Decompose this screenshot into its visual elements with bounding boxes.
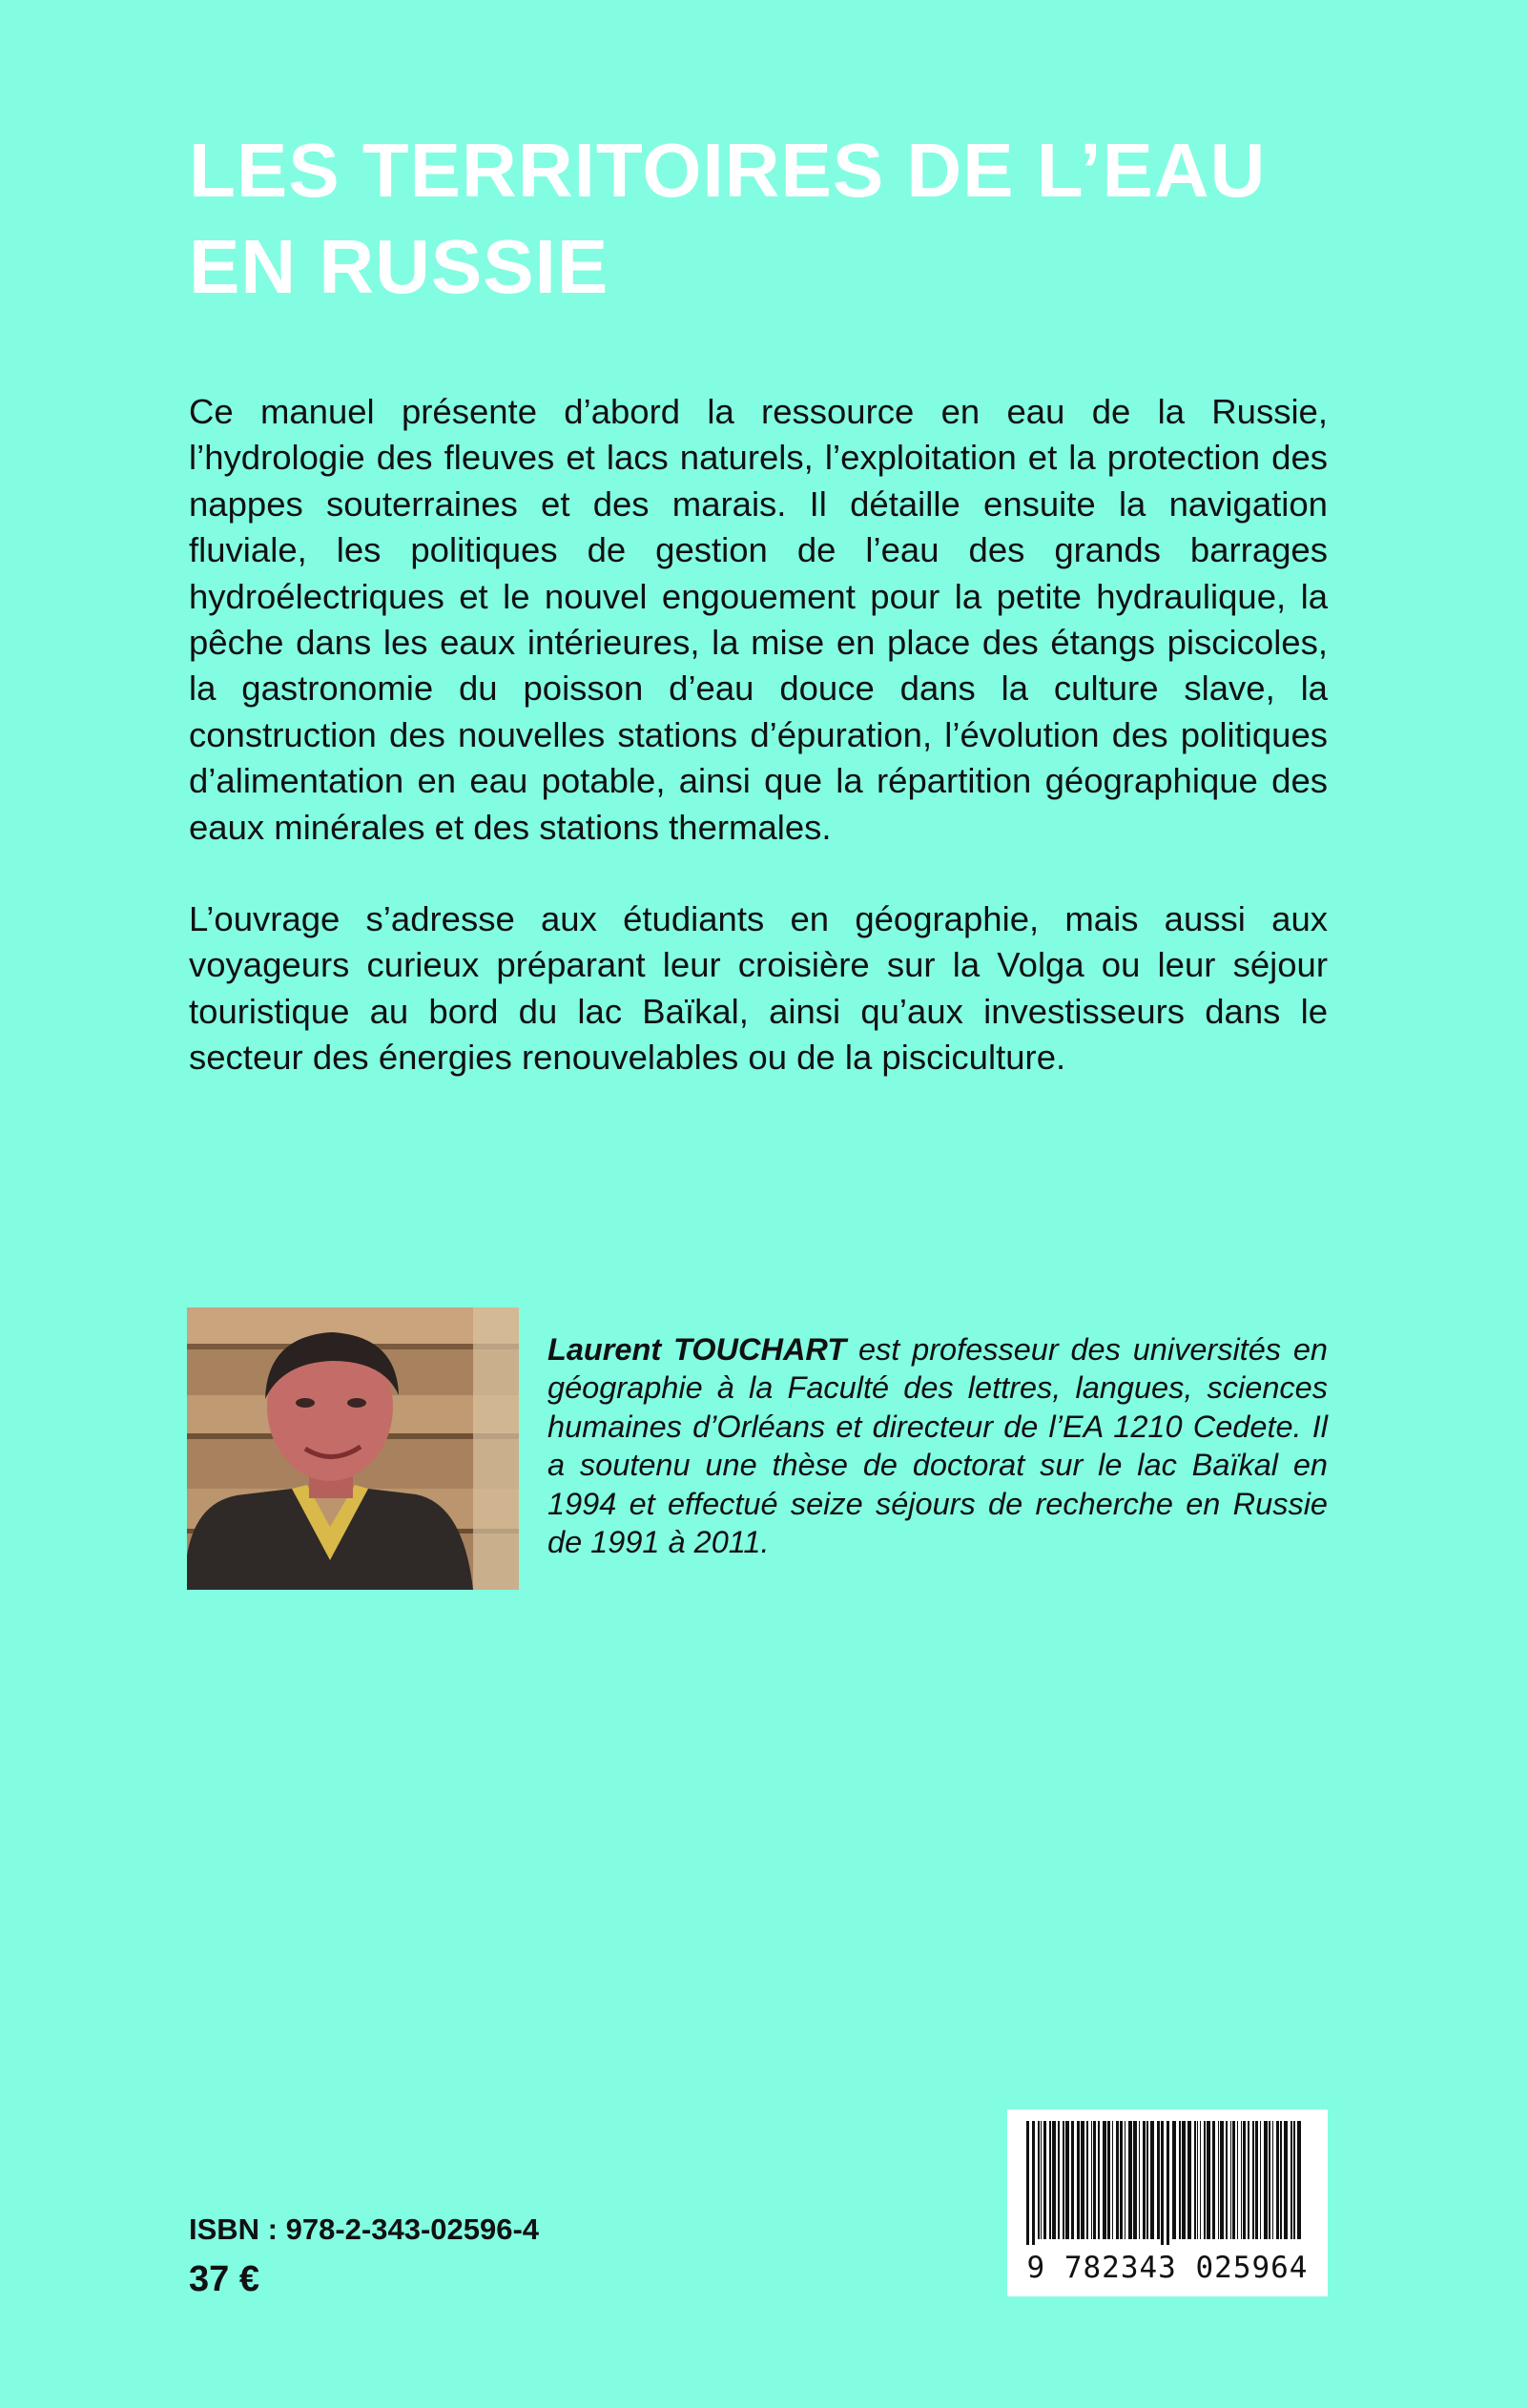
barcode-bar [1043,2121,1046,2239]
barcode-bar [1091,2121,1092,2239]
barcode-bar [1264,2121,1268,2239]
barcode-bar [1232,2121,1235,2239]
barcode-bar [1284,2121,1288,2239]
barcode-bar [1280,2121,1282,2239]
barcode-bar [1058,2121,1060,2239]
barcode [1007,2110,1328,2296]
barcode-bar [1179,2121,1181,2239]
barcode-bar [1038,2121,1040,2239]
barcode-bar [1098,2121,1100,2239]
summary-paragraph-1: Ce manuel présente d’abord la ressource en eau de la Russie, l’hydrologie des fleuves et lacs naturels, l’exploitation et la protection des nappes souterraines et des marais. Il détaille ensuite la navigation fluviale, les politiques de gestion de l’eau des grands barrages hydroélectriques et le nouvel engouement pour la petite hydraulique, la pêche dans les eaux intérieures, la mise en place des étangs piscicoles, la gastronomie du poisson d’eau douce dans la culture slave, la construction des nouvelles stations d’épuration, l’évolution des politiques d’alimentation en eau potable, ainsi que la répartition géographique des eaux minérales et des stations thermales. [189,392,1328,847]
barcode-bar [1293,2121,1295,2239]
summary-paragraph-2: L’ouvrage s’adresse aux étudiants en géographie, mais aussi aux voyageurs curieux préparant leur croisière sur la Volga ou leur séjour touristique au bord du lac Baïkal, ainsi qu’aux investisseurs dans le secteur des énergies renouvelables ou de la pisciculture. [189,899,1328,1078]
barcode-bar [1255,2121,1258,2239]
barcode-bar [1107,2121,1110,2239]
barcode-bar [1248,2121,1249,2239]
barcode-bar [1269,2121,1270,2239]
barcode-bar [1081,2121,1084,2239]
author-name: Laurent TOUCHART [547,1331,847,1367]
barcode-bar [1128,2121,1132,2239]
barcode-guard-bar [1026,2121,1029,2245]
barcode-bar [1237,2121,1238,2239]
title-line-1: LES TERRITOIRES DE L’EAU [189,128,1267,213]
barcode-bar [1243,2121,1246,2239]
barcode-bar [1291,2121,1292,2239]
barcode-bar [1204,2121,1206,2239]
price: 37 € [189,2259,259,2299]
barcode-bar [1065,2121,1069,2239]
barcode-bar [1276,2121,1279,2239]
barcode-bar [1230,2121,1231,2239]
barcode-bar [1241,2121,1242,2239]
barcode-bar [1182,2121,1186,2239]
barcode-guard-bar [1032,2121,1035,2245]
author-photo [187,1307,519,1590]
barcode-bar [1187,2121,1191,2239]
barcode-bar [1041,2121,1042,2239]
barcode-bar [1218,2121,1219,2239]
barcode-bar [1226,2121,1228,2239]
barcode-bar [1172,2121,1176,2239]
barcode-bar [1063,2121,1064,2239]
barcode-bar [1071,2121,1074,2239]
barcode-number: 9 782343 025964 [1026,2251,1309,2285]
barcode-bar [1272,2121,1273,2239]
barcode-guard-bar [1161,2121,1164,2245]
barcode-bar [1194,2121,1196,2239]
barcode-guard-bar [1167,2121,1169,2245]
barcode-bar [1150,2121,1154,2239]
barcode-bar [1143,2121,1146,2239]
title-line-2: EN RUSSIE [189,224,609,309]
barcode-bar [1157,2121,1160,2239]
barcode-bar [1093,2121,1096,2239]
isbn: ISBN : 978-2-343-02596-4 [189,2212,540,2246]
barcode-bar [1200,2121,1201,2239]
barcode-bars [1021,2121,1314,2245]
barcode-bar [1133,2121,1137,2239]
barcode-bar [1139,2121,1140,2239]
barcode-bar [1207,2121,1210,2239]
barcode-bar [1220,2121,1224,2239]
barcode-bar [1086,2121,1088,2239]
barcode-bar [1077,2121,1080,2239]
author-biography [547,1330,1328,1563]
barcode-bar [1146,2121,1148,2239]
barcode-bar [1120,2121,1123,2239]
barcode-bar [1103,2121,1106,2239]
barcode-bar [1260,2121,1261,2239]
book-title [189,122,1381,315]
barcode-bar [1197,2121,1198,2239]
summary-text [189,389,1328,1127]
author-bio-text: est professeur des universités en géographie à la Faculté des lettres, langues, sciences humaines d’Orléans et directeur de l’EA 1210 Cedete. Il a soutenu une thèse de doctorat sur le lac Baïkal en 1994 et effectué seize séjours de recherche en Russie de 1991 à 2011. [547,1331,1328,1560]
barcode-bar [1116,2121,1119,2239]
barcode-bar [1252,2121,1254,2239]
barcode-bar [1112,2121,1113,2239]
barcode-bar [1212,2121,1215,2239]
barcode-bar [1297,2121,1301,2239]
barcode-bar [1049,2121,1051,2239]
barcode-bar [1052,2121,1056,2239]
